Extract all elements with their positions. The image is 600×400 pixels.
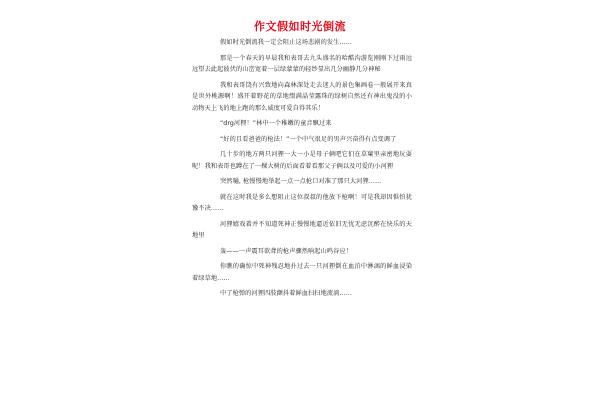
paragraph: “好的且看爸爸的枪法！”一个中气很足的男声兴奋得有点变调了 bbox=[220, 135, 397, 143]
paragraph: 轰——一声震耳欲聋的枪声骤然响起山鸣谷应！ bbox=[220, 247, 353, 255]
paragraph: 几十步的地方两只河狸一大一小是母子俩吧它们在草窠里亲密地玩耍呢！我和表哥也蹲在了一棵大树的后面看着看那父子俩以及可爱的小河狸 bbox=[192, 151, 412, 170]
document-body bbox=[192, 37, 412, 304]
paragraph: 我和表哥饶有兴致地向森林深处走去迷人的景色集画卷一般展开来真是世外桃源啊！盛开着野花的草地缀满晶莹露珠的绿树自然还有神出鬼没的小动物天上飞的地上跑的那么威度可爱自得其乐！ bbox=[192, 81, 412, 112]
paragraph: 那是一个春天的早晨我和表哥去九头盛名的哈酷沟游览刚刚下过雨远远望去此起彼伏的山峦宽着一层绿蒙蒙的轻纱显出几分幽静几分神秘 bbox=[192, 54, 412, 73]
paragraph: “drg河狸！”林中一个稚嫩的童音飘过来 bbox=[220, 120, 332, 127]
paragraph: 突然嗵, 枪慢慢地举起一点一点枪口对准了那只大河狸…… bbox=[220, 178, 382, 185]
document-title: 作文假如时光倒流 bbox=[254, 20, 346, 33]
paragraph: 你瞧的确惊中死神残忍地扑过去一只河狸倒在血泊中淋漓的鲜血浸染着绿草地…… bbox=[192, 263, 412, 282]
paragraph: 就在这时我是多么想阻止这位叔叔的他放下枪啊！可是我却因惧怕犹豫不决…… bbox=[192, 193, 412, 212]
paragraph: 假如时光倒流我一定会阻止这场悲剧的发生…… bbox=[220, 39, 353, 46]
paragraph: 中了枪弹的河狸四肢颤抖着鲜血扫扫地流淌…… bbox=[220, 290, 353, 297]
paragraph: 河狸嬉戏着并不知道死神正慢慢地逼近依旧无忧无虑沉醉在快乐的天地里 bbox=[192, 220, 412, 239]
